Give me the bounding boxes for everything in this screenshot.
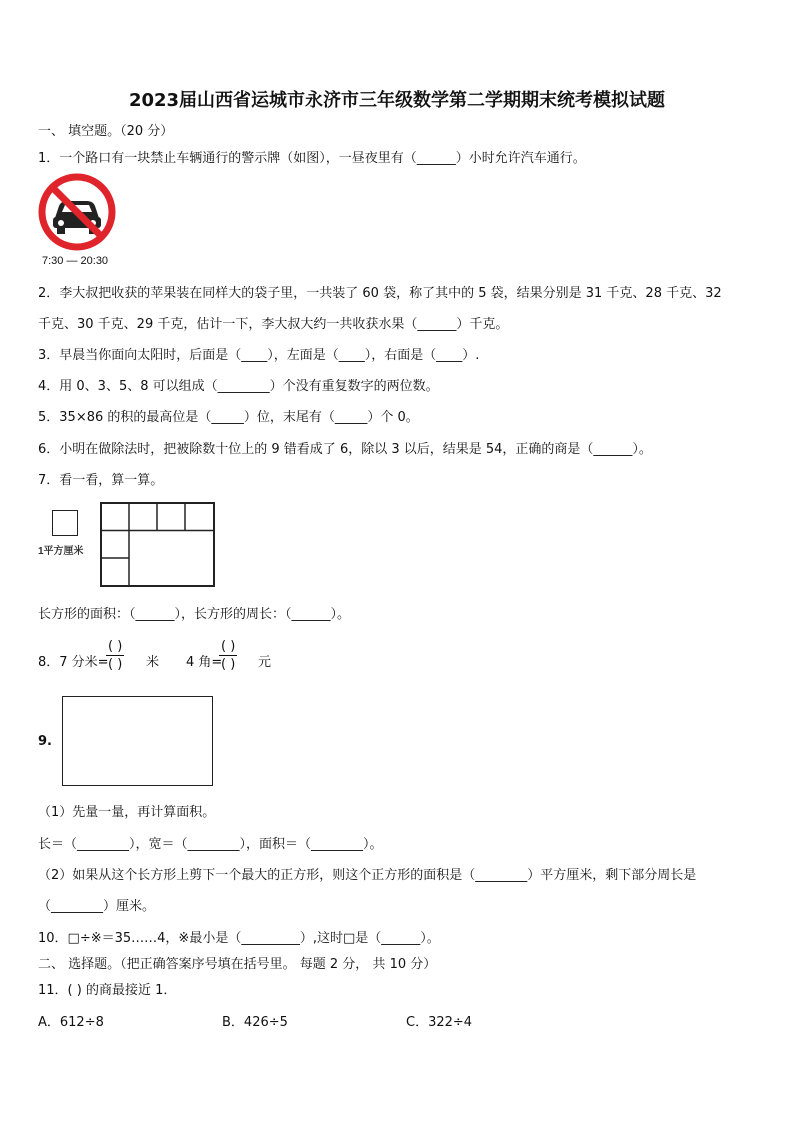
rectangle-grid-figure: [100, 502, 216, 588]
option-c: C．322÷4: [406, 1015, 473, 1030]
question-5: 5．35×86 的积的最高位是（_____）位，末尾有（_____）个 0。: [38, 410, 419, 425]
question-9-part-2-line-1: （2）如果从这个长方形上剪下一个最大的正方形，则这个正方形的面积是（________）平方厘米，剩下部分周长是: [38, 868, 697, 883]
fraction-2-numerator: ( ): [221, 639, 236, 654]
question-9-part-1: （1）先量一量，再计算面积。: [38, 805, 216, 820]
question-7-answer-line: 长方形的面积：（______），长方形的周长：（______）。: [38, 607, 351, 622]
question-2-line-2: 千克、30 千克、29 千克，估计一下，李大叔大约一共收获水果（______）千克。: [38, 317, 509, 332]
fraction-1: [106, 639, 124, 672]
option-a: A．612÷8: [38, 1015, 104, 1030]
fraction-1-numerator: ( ): [108, 639, 123, 654]
question-10: 10．□÷※＝35……4，※最小是（_________）,这时□是（______）。: [38, 931, 440, 946]
measure-rectangle: [62, 696, 213, 786]
section-1-heading: 一、 填空题。（20 分）: [38, 124, 174, 139]
question-1: 1．一个路口有一块禁止车辆通行的警示牌（如图），一昼夜里有（______）小时允许汽车通行。: [38, 151, 586, 166]
question-2-line-1: 2．李大叔把收获的苹果装在同样大的袋子里，一共装了 60 袋，称了其中的 5 袋，结果分别是 31 千克、28 千克、32: [38, 286, 722, 301]
question-9-part-2-line-2: （________）厘米。: [38, 899, 156, 914]
question-3: 3．早晨当你面向太阳时，后面是（____），左面是（____），右面是（____）.: [38, 348, 480, 363]
question-9-part-1-answer: 长＝（________），宽＝（________），面积＝（________）。: [38, 837, 383, 852]
no-car-sign-icon: [37, 172, 117, 252]
fraction-bar: [106, 655, 124, 656]
unit-square: [52, 510, 78, 536]
question-9-number: 9.: [38, 734, 52, 749]
section-2-heading: 二、 选择题。（把正确答案序号填在括号里。 每题 2 分， 共 10 分）: [38, 957, 437, 972]
fraction-bar: [219, 655, 237, 656]
question-8-number: 8．7 分米=: [38, 655, 109, 670]
fraction-1-denominator: ( ): [108, 657, 123, 672]
unit-meter: 米: [146, 655, 160, 670]
option-b: B．426÷5: [222, 1015, 288, 1030]
fraction-2: [219, 639, 237, 672]
question-4: 4．用 0、3、5、8 可以组成（________）个没有重复数字的两位数。: [38, 379, 439, 394]
question-7: 7．看一看，算一算。: [38, 473, 164, 488]
question-8-middle: 4 角=: [186, 655, 223, 670]
unit-yuan: 元: [258, 655, 272, 670]
question-6: 6．小明在做除法时，把被除数十位上的 9 错看成了 6，除以 3 以后，结果是 54，正确的商是（______）。: [38, 442, 652, 457]
unit-square-label: 1平方厘米: [38, 546, 84, 557]
sign-time-label: 7:30 — 20:30: [42, 255, 109, 267]
page-title: 2023届山西省运城市永济市三年级数学第二学期期末统考模拟试题: [128, 90, 666, 111]
fraction-2-denominator: ( ): [221, 657, 236, 672]
question-11: 11．( ) 的商最接近 1．: [38, 983, 177, 998]
